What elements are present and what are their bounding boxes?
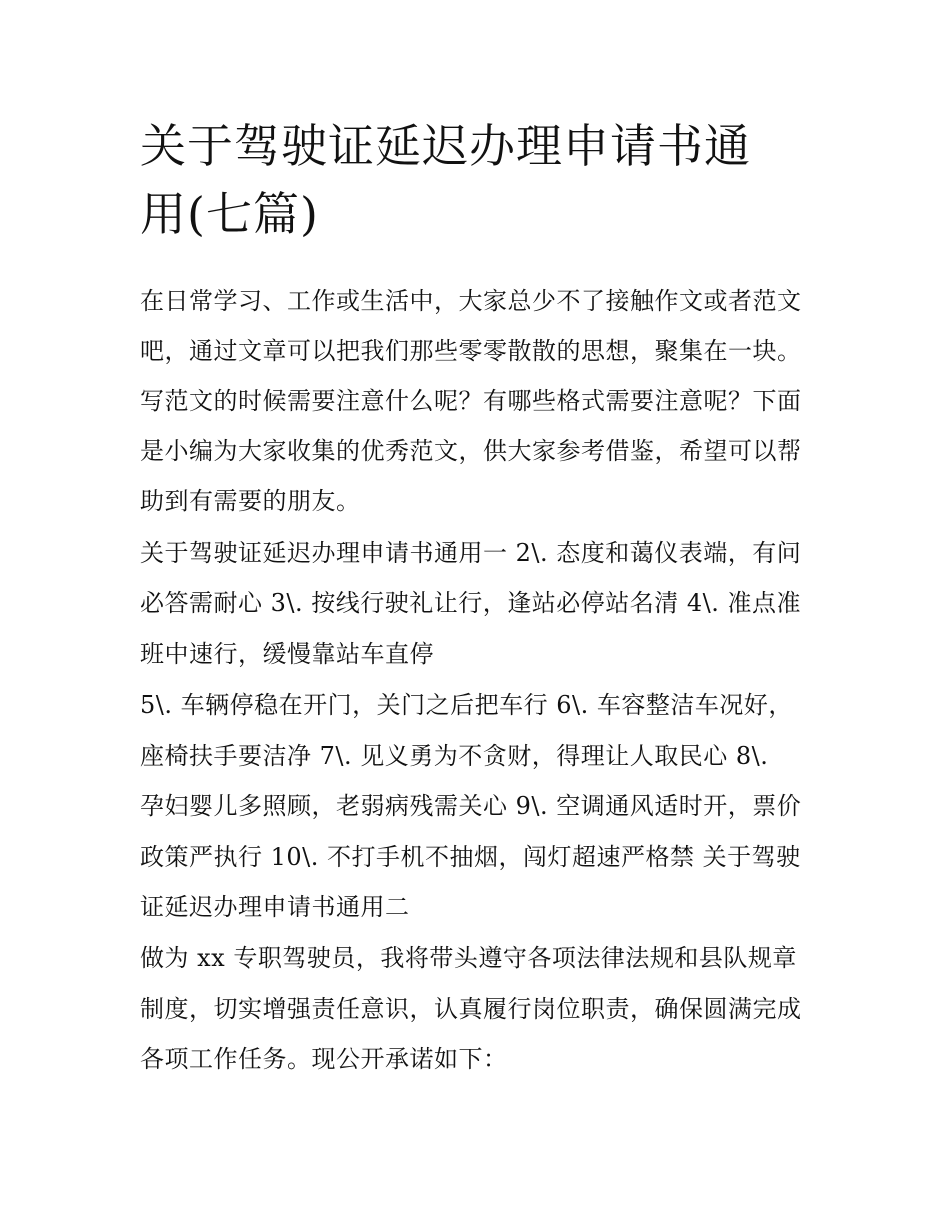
body-line: 做为 xx 专职驾驶员，我将带头遵守各项法律法规和县队规章 [140, 944, 797, 972]
body-line: 在日常学习、工作或生活中，大家总少不了接触作文或者范文 [140, 287, 802, 315]
document-title [140, 112, 820, 248]
body-line: 班中速行，缓慢靠站车直停 [140, 640, 434, 668]
body-line: 孕妇婴儿多照顾，老弱病残需关心 9\. 空调通风适时开，票价 [140, 792, 802, 820]
body-line: 必答需耐心 3\. 按线行驶礼让行，逢站必停站名清 4\. 准点准 [140, 589, 801, 617]
body-line: 证延迟办理申请书通用二 [140, 893, 410, 921]
body-line: 助到有需要的朋友。 [140, 487, 361, 515]
body-line: 是小编为大家收集的优秀范文，供大家参考借鉴，希望可以帮 [140, 437, 802, 465]
title-line-2: 用(七篇) [140, 187, 319, 241]
body-line: 座椅扶手要洁净 7\. 见义勇为不贪财，得理让人取民心 8\. [140, 742, 769, 770]
body-line: 关于驾驶证延迟办理申请书通用一 2\. 态度和蔼仪表端，有问 [140, 539, 802, 567]
body-line: 写范文的时候需要注意什么呢？有哪些格式需要注意呢？下面 [140, 387, 802, 415]
body-line: 政策严执行 10\. 不打手机不抽烟，闯灯超速严格禁 关于驾驶 [140, 843, 801, 871]
body-line: 各项工作任务。现公开承诺如下： [140, 1045, 508, 1073]
body-line: 制度，切实增强责任意识，认真履行岗位职责，确保圆满完成 [140, 995, 802, 1023]
body-line: 5\. 车辆停稳在开门，关门之后把车行 6\. 车容整洁车况好， [140, 691, 793, 719]
title-line-1: 关于驾驶证延迟办理申请书通 [140, 119, 751, 173]
body-line: 吧，通过文章可以把我们那些零零散散的思想，聚集在一块。 [140, 337, 802, 365]
